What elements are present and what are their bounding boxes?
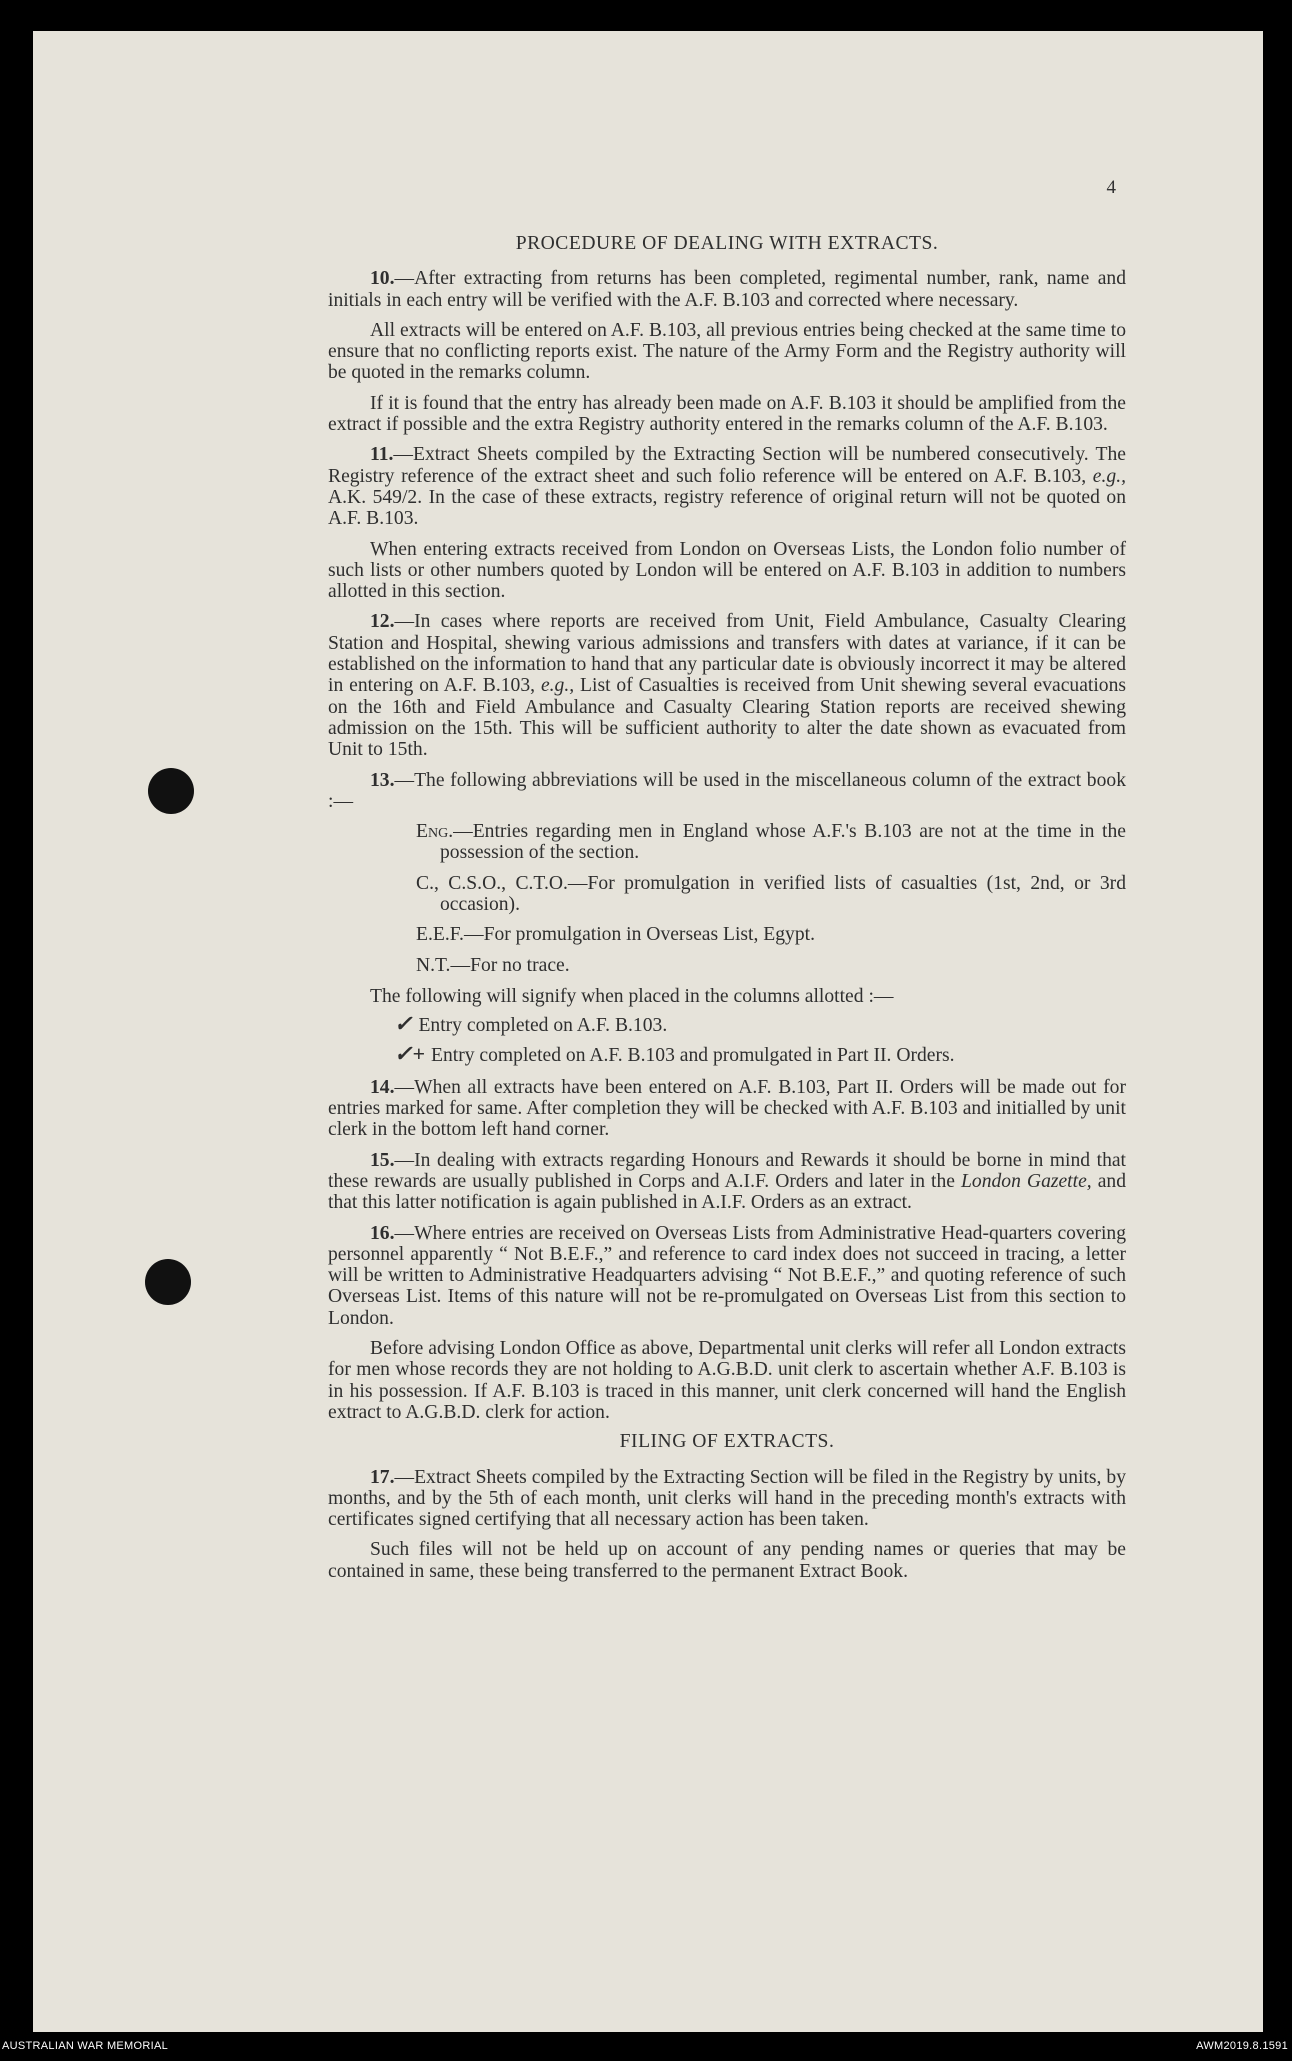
abbreviation-code: N.T. bbox=[416, 954, 451, 976]
section-heading-procedure: PROCEDURE OF DEALING WITH EXTRACTS. bbox=[515, 233, 939, 254]
section-heading-filing: FILING OF EXTRACTS. bbox=[619, 1431, 835, 1453]
paragraph-11b: When entering extracts received from London on Overseas Lists, the London folio number of such lists or other numbers quoted by London will be entered on A.F. B.103 in addition to numbers allotted in this section. bbox=[328, 538, 1126, 603]
abbreviation-list bbox=[328, 821, 1126, 976]
paragraph-text: —In dealing with extracts regarding Honours and Rewards it should be borne in mind that these rewards are usually published in Corps and A.I.F. Orders and later in the bbox=[328, 1149, 1126, 1192]
document-body bbox=[328, 233, 1126, 1591]
paragraph-12 bbox=[328, 611, 1126, 760]
tick-plus-mark-icon: ✓+ bbox=[394, 1040, 425, 1066]
abbreviation-item bbox=[352, 924, 1126, 945]
paragraph-10c: If it is found that the entry has already been made on A.F. B.103 it should be amplified from the extract if possible and the extra Registry authority entered in the remarks column of the A.F. B.103. bbox=[328, 392, 1126, 436]
paragraph-15 bbox=[328, 1150, 1126, 1214]
paragraph-text: —When all extracts have been entered on A.F. B.103, Part II. Orders will be made out for entries marked for same. After completion they will be checked with A.F. B.103 and initialled by unit clerk in the bottom left hand corner. bbox=[328, 1076, 1126, 1141]
abbreviation-code: Eng. bbox=[416, 821, 454, 843]
signify-intro: The following will signify when placed in the columns allotted :— bbox=[370, 985, 894, 1007]
paragraph-13 bbox=[328, 770, 1126, 813]
paragraph-number: 12. bbox=[370, 611, 395, 633]
signify-text: Entry completed on A.F. B.103. bbox=[418, 1015, 668, 1037]
abbreviation-item bbox=[352, 955, 1126, 976]
paragraph-text: —Extract Sheets compiled by the Extracting Section will be filed in the Registry by units, by months, and by the 5th of each month, unit clerks will hand in the preceding month's extracts with certificates signed certifying that all necessary action has been taken. bbox=[328, 1466, 1126, 1531]
paragraph-number: 15. bbox=[370, 1149, 395, 1171]
abbreviation-code: E.E.F. bbox=[416, 924, 464, 946]
abbreviation-text: —For promulgation in verified lists of casualties (1st, 2nd, or 3rd occasion). bbox=[440, 872, 1126, 916]
paragraph-number: 13. bbox=[370, 769, 395, 791]
signify-item bbox=[394, 1040, 1126, 1066]
eg-italic: e.g., bbox=[1092, 465, 1126, 487]
paragraph-number: 14. bbox=[370, 1076, 395, 1098]
punch-hole-bottom bbox=[145, 1259, 191, 1305]
paragraph-10 bbox=[328, 268, 1126, 311]
abbreviation-text: —For promulgation in Overseas List, Egypt. bbox=[463, 924, 815, 946]
abbreviation-text: —For no trace. bbox=[450, 954, 570, 976]
paragraph-text: —In cases where reports are received from Unit, Field Ambulance, Casualty Clearing Station and Hospital, shewing various admissions and transfers with dates at variance, if it can be established on the information to hand that any particular date is obviously incorrect it may be altered in entering on A.F. B.103, bbox=[328, 611, 1126, 697]
paragraph-number: 17. bbox=[370, 1466, 395, 1488]
paragraph-10b: All extracts will be entered on A.F. B.103, all previous entries being checked at the same time to ensure that no conflicting reports exist. The nature of the Army Form and the Registry authority will be quoted in the remarks column. bbox=[328, 319, 1126, 384]
paragraph-text: —The following abbreviations will be used in the miscellaneous column of the extract book :— bbox=[328, 769, 1126, 812]
abbreviation-item bbox=[352, 873, 1126, 916]
paragraph-text: —Extract Sheets compiled by the Extracting Section will be numbered consecutively. The Registry reference of the extract sheet and such folio reference will be entered on A.F. B.103, bbox=[328, 444, 1126, 487]
footer-accession-number: AWM2019.8.1591 bbox=[1196, 2040, 1288, 2052]
paragraph-17 bbox=[328, 1467, 1126, 1531]
paragraph-text: —After extracting from returns has been completed, regimental number, rank, name and initials in each entry will be verified with the A.F. B.103 and corrected where necessary. bbox=[328, 268, 1126, 311]
paragraph-number: 10. bbox=[370, 268, 395, 290]
tick-mark-icon: ✓ bbox=[394, 1011, 413, 1037]
paragraph-14 bbox=[328, 1077, 1126, 1141]
paragraph-16 bbox=[328, 1223, 1126, 1329]
punch-hole-top bbox=[148, 768, 194, 814]
paragraph-16b: Before advising London Office as above, Departmental unit clerks will refer all London extracts for men whose records they are not holding to A.G.B.D. unit clerk to ascertain whether A.F. B.103 is in his possession. If A.F. B.103 is traced in this manner, unit clerk concerned will hand the English extract to A.G.B.D. clerk for action. bbox=[328, 1338, 1126, 1423]
eg-italic: e.g., bbox=[540, 675, 575, 697]
paragraph-text: List of Casualties is received from Unit shewing several evacuations on the 16th and Field Ambulance and Casualty Clearing Station reports are received shewing admission on the 15th. This will be sufficient authority to alter the date shown as evacuated from Unit to 15th. bbox=[328, 675, 1126, 761]
abbreviation-text: —Entries regarding men in England whose A.F.'s B.103 are not at the time in the possession of the section. bbox=[440, 821, 1126, 864]
paragraph-number: 11. bbox=[370, 444, 394, 466]
london-gazette-italic: London Gazette, bbox=[961, 1170, 1092, 1192]
signify-text: Entry completed on A.F. B.103 and promulgated in Part II. Orders. bbox=[430, 1044, 955, 1066]
document-page bbox=[33, 31, 1263, 2032]
paragraph-number: 16. bbox=[370, 1222, 395, 1244]
paragraph-text: and that this latter notification is again published in A.I.F. Orders as an extract. bbox=[328, 1170, 1126, 1214]
paragraph-11 bbox=[328, 444, 1126, 529]
paragraph-text: —Where entries are received on Overseas Lists from Administrative Head-quarters covering personnel apparently “ Not B.E.F.,” and reference to card index does not succeed in tracing, a letter will be written to Administrative Headquarters advising “ Not B.E.F.,” and quoting reference of such Overseas List. Items of this nature will not be re-promulgated on Overseas List from this section to London. bbox=[328, 1222, 1126, 1329]
paragraph-text: A.K. 549/2. In the case of these extracts, registry reference of original return will not be quoted on A.F. B.103. bbox=[328, 486, 1126, 530]
signify-item bbox=[394, 1013, 1126, 1036]
page-number: 4 bbox=[1106, 177, 1116, 198]
abbreviation-item bbox=[352, 821, 1126, 864]
abbreviation-code: C., C.S.O., C.T.O. bbox=[416, 872, 568, 894]
paragraph-17b: Such files will not be held up on account of any pending names or queries that may be contained in same, these being transferred to the permanent Extract Book. bbox=[328, 1539, 1126, 1582]
footer-credit: AUSTRALIAN WAR MEMORIAL bbox=[2, 2040, 169, 2052]
